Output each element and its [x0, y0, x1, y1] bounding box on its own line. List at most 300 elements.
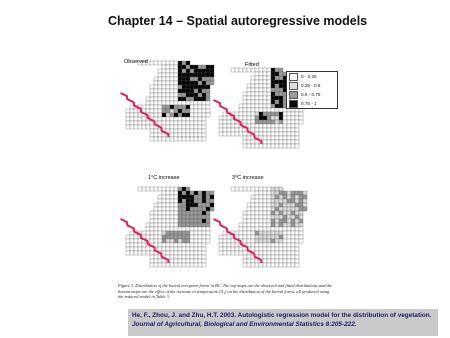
grid-cell: [255, 227, 259, 231]
grid-cell: [146, 105, 150, 109]
grid-cell: [126, 247, 130, 251]
grid-cell: [239, 235, 243, 239]
grid-cell: [287, 259, 291, 263]
grid-cell: [138, 247, 142, 251]
grid-cell: [299, 112, 303, 116]
grid-cell: [271, 223, 275, 227]
grid-cell: [150, 215, 154, 219]
grid-cell: [263, 96, 267, 100]
grid-cell: [190, 69, 194, 73]
grid-cell: [150, 61, 154, 65]
grid-cell: [295, 255, 299, 259]
grid-cell: [247, 227, 251, 231]
grid-cell: [239, 187, 243, 191]
grid-cell: [255, 263, 259, 267]
grid-cell: [279, 259, 283, 263]
grid-cell: [291, 140, 295, 144]
grid-cell: [251, 231, 255, 235]
grid-cell: [251, 227, 255, 231]
grid-cell: [251, 96, 255, 100]
grid-cell: [235, 128, 239, 132]
grid-cell: [251, 128, 255, 132]
grid-cell: [279, 239, 283, 243]
legend-swatch: [289, 100, 298, 108]
grid-cell: [194, 109, 198, 113]
grid-cell: [182, 215, 186, 219]
grid-cell: [162, 117, 166, 121]
grid-cell: [283, 227, 287, 231]
slide-title: Chapter 14 – Spatial autoregressive models: [108, 14, 368, 28]
grid-cell: [219, 239, 223, 243]
grid-cell: [291, 223, 295, 227]
grid-cell: [231, 251, 235, 255]
grid-cell: [287, 124, 291, 128]
grid-cell: [295, 191, 299, 195]
grid-cell: [194, 191, 198, 195]
grid-cell: [166, 81, 170, 85]
grid-cell: [259, 128, 263, 132]
grid-cell: [243, 211, 247, 215]
grid-cell: [182, 255, 186, 259]
grid-cell: [190, 129, 194, 133]
grid-cell: [166, 187, 170, 191]
grid-cell: [178, 207, 182, 211]
grid-cell: [166, 215, 170, 219]
grid-cell: [271, 259, 275, 263]
grid-cell: [303, 207, 307, 211]
grid-cell: [267, 116, 271, 120]
grid-cell: [283, 255, 287, 259]
grid-cell: [158, 121, 162, 125]
grid-cell: [162, 113, 166, 117]
grid-cell: [267, 80, 271, 84]
grid-cell: [170, 255, 174, 259]
grid-cell: [271, 76, 275, 80]
grid-cell: [271, 235, 275, 239]
grid-cell: [126, 251, 130, 255]
grid-cell: [178, 61, 182, 65]
grid-cell: [271, 195, 275, 199]
map-3c-increase: [203, 181, 323, 273]
grid-cell: [174, 259, 178, 263]
grid-cell: [166, 247, 170, 251]
grid-cell: [158, 133, 162, 137]
grid-cell: [170, 121, 174, 125]
grid-cell: [291, 124, 295, 128]
grid-cell: [178, 85, 182, 89]
grid-cell: [178, 203, 182, 207]
grid-cell: [279, 215, 283, 219]
grid-cell: [275, 116, 279, 120]
grid-cell: [162, 227, 166, 231]
grid-cell: [255, 219, 259, 223]
grid-cell: [271, 144, 275, 148]
grid-cell: [182, 113, 186, 117]
grid-cell: [259, 199, 263, 203]
grid-cell: [190, 219, 194, 223]
grid-cell: [295, 116, 299, 120]
grid-cell: [150, 239, 154, 243]
grid-cell: [223, 132, 227, 136]
grid-cell: [271, 84, 275, 88]
grid-cell: [299, 231, 303, 235]
grid-cell: [279, 84, 283, 88]
grid-cell: [231, 68, 235, 72]
grid-cell: [158, 93, 162, 97]
grid-cell: [178, 125, 182, 129]
grid-cell: [287, 116, 291, 120]
grid-cell: [130, 239, 134, 243]
grid-cell: [174, 211, 178, 215]
grid-cell: [271, 124, 275, 128]
grid-cell: [186, 93, 190, 97]
grid-cell: [243, 68, 247, 72]
grid-cell: [182, 259, 186, 263]
grid-cell: [263, 255, 267, 259]
grid-cell: [291, 199, 295, 203]
grid-cell: [247, 104, 251, 108]
grid-cell: [275, 96, 279, 100]
grid-cell: [162, 73, 166, 77]
grid-cell: [299, 219, 303, 223]
grid-cell: [235, 243, 239, 247]
grid-cell: [158, 219, 162, 223]
grid-cell: [279, 231, 283, 235]
grid-cell: [194, 223, 198, 227]
grid-cell: [150, 187, 154, 191]
grid-cell: [267, 144, 271, 148]
grid-cell: [170, 199, 174, 203]
grid-cell: [182, 69, 186, 73]
grid-cell: [182, 207, 186, 211]
grid-cell: [287, 235, 291, 239]
grid-cell: [263, 235, 267, 239]
grid-cell: [170, 251, 174, 255]
grid-cell: [223, 251, 227, 255]
grid-cell: [186, 73, 190, 77]
grid-cell: [154, 203, 158, 207]
grid-cell: [267, 223, 271, 227]
grid-cell: [154, 187, 158, 191]
grid-cell: [267, 100, 271, 104]
grid-cell: [275, 219, 279, 223]
grid-cell: [170, 85, 174, 89]
grid-cell: [194, 243, 198, 247]
grid-cell: [178, 235, 182, 239]
grid-cell: [291, 239, 295, 243]
grid-cell: [174, 239, 178, 243]
grid-cell: [279, 116, 283, 120]
grid-cell: [154, 109, 158, 113]
grid-cell: [186, 227, 190, 231]
grid-cell: [170, 235, 174, 239]
grid-cell: [186, 203, 190, 207]
grid-cell: [162, 125, 166, 129]
grid-cell: [198, 263, 202, 267]
grid-cell: [291, 215, 295, 219]
grid-cell: [263, 227, 267, 231]
grid-cell: [243, 100, 247, 104]
grid-cell: [194, 239, 198, 243]
grid-cell: [259, 187, 263, 191]
grid-cell: [271, 199, 275, 203]
grid-cell: [154, 207, 158, 211]
grid-cell: [299, 235, 303, 239]
grid-cell: [243, 112, 247, 116]
grid-cell: [190, 243, 194, 247]
grid-cell: [279, 227, 283, 231]
grid-cell: [178, 239, 182, 243]
grid-cell: [279, 132, 283, 136]
grid-cell: [291, 235, 295, 239]
grid-cell: [174, 85, 178, 89]
grid-cell: [263, 84, 267, 88]
grid-cell: [194, 215, 198, 219]
grid-cell: [263, 88, 267, 92]
grid-cell: [227, 116, 231, 120]
grid-cell: [138, 239, 142, 243]
grid-cell: [267, 219, 271, 223]
grid-cell: [166, 235, 170, 239]
grid-cell: [162, 239, 166, 243]
grid-cell: [263, 144, 267, 148]
grid-cell: [198, 89, 202, 93]
grid-cell: [251, 235, 255, 239]
grid-cell: [198, 215, 202, 219]
grid-cell: [142, 117, 146, 121]
grid-cell: [263, 247, 267, 251]
grid-cell: [275, 215, 279, 219]
legend-swatch: [289, 82, 298, 90]
grid-cell: [303, 191, 307, 195]
grid-cell: [190, 89, 194, 93]
grid-cell: [138, 125, 142, 129]
grid-cell: [154, 259, 158, 263]
grid-cell: [291, 203, 295, 207]
grid-cell: [166, 97, 170, 101]
grid-cell: [255, 235, 259, 239]
grid-cell: [194, 93, 198, 97]
grid-cell: [227, 247, 231, 251]
legend-swatch: [289, 91, 298, 99]
grid-cell: [255, 243, 259, 247]
grid-cell: [251, 100, 255, 104]
grid-cell: [174, 133, 178, 137]
grid-cell: [219, 251, 223, 255]
grid-cell: [182, 121, 186, 125]
grid-cell: [174, 207, 178, 211]
grid-cell: [243, 120, 247, 124]
grid-cell: [287, 263, 291, 267]
grid-cell: [154, 101, 158, 105]
grid-cell: [267, 215, 271, 219]
grid-cell: [194, 73, 198, 77]
grid-cell: [219, 116, 223, 120]
grid-cell: [299, 239, 303, 243]
grid-cell: [130, 247, 134, 251]
grid-cell: [243, 104, 247, 108]
grid-cell: [295, 112, 299, 116]
grid-cell: [162, 77, 166, 81]
grid-cell: [247, 92, 251, 96]
grid-cell: [190, 97, 194, 101]
grid-cell: [251, 88, 255, 92]
grid-cell: [158, 263, 162, 267]
grid-cell: [186, 109, 190, 113]
grid-cell: [174, 191, 178, 195]
grid-cell: [279, 76, 283, 80]
grid-cell: [235, 187, 239, 191]
grid-cell: [178, 89, 182, 93]
grid-cell: [194, 255, 198, 259]
grid-cell: [283, 235, 287, 239]
grid-cell: [194, 129, 198, 133]
grid-cell: [271, 108, 275, 112]
grid-cell: [130, 113, 134, 117]
grid-cell: [263, 80, 267, 84]
grid-cell: [255, 231, 259, 235]
grid-cell: [166, 117, 170, 121]
grid-cell: [255, 116, 259, 120]
grid-cell: [146, 101, 150, 105]
grid-cell: [178, 129, 182, 133]
grid-cell: [251, 104, 255, 108]
grid-cell: [275, 112, 279, 116]
grid-cell: [291, 195, 295, 199]
grid-cell: [182, 227, 186, 231]
grid-cell: [291, 247, 295, 251]
grid-cell: [275, 199, 279, 203]
grid-cell: [271, 112, 275, 116]
grid-cell: [142, 105, 146, 109]
grid-cell: [194, 113, 198, 117]
grid-cell: [190, 81, 194, 85]
grid-cell: [170, 129, 174, 133]
grid-cell: [186, 125, 190, 129]
grid-cell: [174, 109, 178, 113]
grid-cell: [255, 72, 259, 76]
legend-label: 0.25 - 0.5: [301, 83, 321, 88]
grid-cell: [138, 121, 142, 125]
grid-cell: [150, 223, 154, 227]
grid-cell: [259, 76, 263, 80]
grid-cell: [291, 243, 295, 247]
grid-cell: [138, 251, 142, 255]
grid-cell: [194, 251, 198, 255]
grid-cell: [227, 251, 231, 255]
grid-cell: [162, 195, 166, 199]
grid-cell: [186, 85, 190, 89]
grid-cell: [194, 69, 198, 73]
grid-cell: [170, 69, 174, 73]
grid-cell: [295, 219, 299, 223]
grid-cell: [194, 259, 198, 263]
grid-cell: [287, 219, 291, 223]
grid-cell: [255, 199, 259, 203]
grid-cell: [182, 223, 186, 227]
grid-cell: [174, 231, 178, 235]
grid-cell: [227, 124, 231, 128]
grid-cell: [243, 223, 247, 227]
grid-cell: [247, 116, 251, 120]
grid-cell: [279, 88, 283, 92]
grid-cell: [283, 195, 287, 199]
grid-cell: [291, 144, 295, 148]
grid-cell: [134, 125, 138, 129]
grid-cell: [182, 191, 186, 195]
grid-cell: [259, 80, 263, 84]
grid-cell: [146, 109, 150, 113]
grid-cell: [295, 263, 299, 267]
grid-cell: [299, 191, 303, 195]
grid-cell: [166, 227, 170, 231]
grid-cell: [295, 203, 299, 207]
grid-cell: [158, 207, 162, 211]
grid-cell: [263, 128, 267, 132]
grid-cell: [162, 105, 166, 109]
grid-cell: [158, 211, 162, 215]
grid-cell: [182, 85, 186, 89]
grid-cell: [275, 88, 279, 92]
grid-cell: [259, 235, 263, 239]
grid-cell: [178, 223, 182, 227]
grid-cell: [194, 133, 198, 137]
grid-cell: [295, 136, 299, 140]
grid-cell: [170, 65, 174, 69]
grid-cell: [186, 61, 190, 65]
grid-cell: [154, 129, 158, 133]
grid-cell: [263, 116, 267, 120]
grid-cell: [231, 124, 235, 128]
grid-cell: [259, 191, 263, 195]
grid-cell: [194, 101, 198, 105]
grid-cell: [162, 203, 166, 207]
grid-cell: [283, 231, 287, 235]
grid-cell: [174, 125, 178, 129]
grid-cell: [186, 219, 190, 223]
grid-cell: [154, 97, 158, 101]
grid-cell: [267, 231, 271, 235]
grid-cell: [146, 223, 150, 227]
grid-cell: [190, 133, 194, 137]
grid-cell: [271, 80, 275, 84]
grid-cell: [279, 191, 283, 195]
grid-cell: [190, 77, 194, 81]
grid-cell: [194, 195, 198, 199]
grid-cell: [186, 231, 190, 235]
grid-cell: [267, 255, 271, 259]
grid-cell: [150, 251, 154, 255]
grid-cell: [126, 235, 130, 239]
grid-cell: [154, 231, 158, 235]
grid-cell: [150, 89, 154, 93]
grid-cell: [267, 203, 271, 207]
legend-item: [287, 99, 337, 108]
grid-cell: [271, 104, 275, 108]
grid-cell: [275, 259, 279, 263]
grid-cell: [275, 72, 279, 76]
grid-cell: [126, 121, 130, 125]
grid-cell: [263, 76, 267, 80]
grid-cell: [259, 243, 263, 247]
grid-cell: [263, 195, 267, 199]
grid-cell: [219, 235, 223, 239]
grid-cell: [186, 263, 190, 267]
grid-cell: [166, 239, 170, 243]
grid-cell: [126, 125, 130, 129]
grid-cell: [170, 203, 174, 207]
grid-cell: [198, 81, 202, 85]
